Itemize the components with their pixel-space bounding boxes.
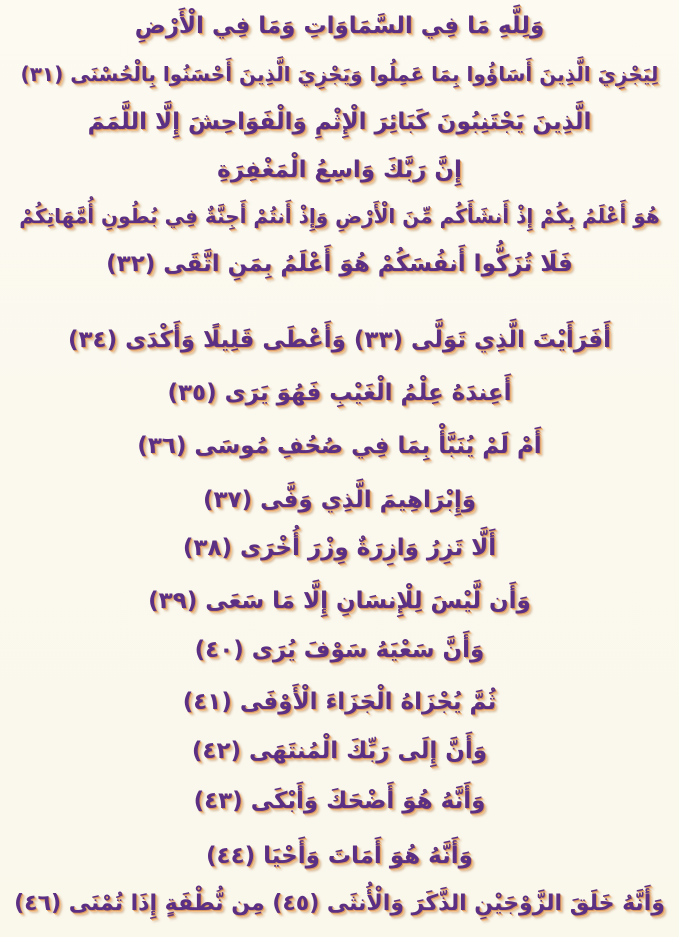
verse-line-6: فَلَا تُزَكُّوا أَنفُسَكُمْ هُوَ أَعْلَمُ بِمَنِ اتَّقَى (٣٢)	[106, 251, 573, 277]
verse-line-5: هُوَ أَعْلَمُ بِكُمْ إِذْ أَنشَأَكُم مِّنَ الْأَرْضِ وَإِذْ أَنتُمْ أَجِنَّةٌ فِي بُطُونِ أُمَّهَاتِكُمْ	[19, 204, 660, 228]
verse-line-9: أَمْ لَمْ يُنَبَّأْ بِمَا فِي صُحُفِ مُوسَى (٣٦)	[137, 433, 542, 459]
verse-line-15: وَأَنَّ إِلَى رَبِّكَ الْمُنتَهَى (٤٢)	[191, 738, 488, 764]
verse-line-2: لِيَجْزِيَ الَّذِينَ أَسَاؤُوا بِمَا عَمِلُوا وَيَجْزِيَ الَّذِينَ أَحْسَنُوا بِالْحُسْنَى (٣١)	[20, 62, 659, 86]
verse-line-8: أَعِندَهُ عِلْمُ الْغَيْبِ فَهُوَ يَرَى (٣٥)	[167, 380, 512, 406]
verse-line-17: وَأَنَّهُ هُوَ أَمَاتَ وَأَحْيَا (٤٤)	[206, 843, 473, 869]
verse-line-14: ثُمَّ يُجْزَاهُ الْجَزَاءَ الْأَوْفَى (٤١)	[182, 689, 497, 715]
verse-line-18: وَأَنَّهُ خَلَقَ الزَّوْجَيْنِ الذَّكَرَ وَالْأُنثَى (٤٥) مِن نُّطْفَةٍ إِذَا تُمْنَى (٤٦)	[14, 891, 665, 916]
verse-line-3: الَّذِينَ يَجْتَنِبُونَ كَبَائِرَ الْإِثْمِ وَالْفَوَاحِشَ إِلَّا اللَّمَمَ	[87, 109, 592, 135]
verse-line-4: إِنَّ رَبَّكَ وَاسِعُ الْمَغْفِرَةِ	[217, 157, 462, 183]
verse-line-16: وَأَنَّهُ هُوَ أَضْحَكَ وَأَبْكَى (٤٣)	[193, 788, 486, 814]
verse-line-11: أَلَّا تَزِرُ وَازِرَةٌ وِزْرَ أُخْرَى (٣٨)	[182, 535, 497, 561]
verse-line-10: وَإِبْرَاهِيمَ الَّذِي وَفَّى (٣٧)	[202, 487, 477, 513]
verse-line-7: أَفَرَأَيْتَ الَّذِي تَوَلَّى (٣٣) وَأَعْطَى قَلِيلًا وَأَكْدَى (٣٤)	[67, 327, 611, 353]
verse-line-13: وَأَنَّ سَعْيَهُ سَوْفَ يُرَى (٤٠)	[194, 637, 485, 663]
verse-line-1: وَلِلَّهِ مَا فِي السَّمَاوَاتِ وَمَا فِي الْأَرْضِ	[134, 13, 545, 39]
verse-line-12: وَأَن لَّيْسَ لِلْإِنسَانِ إِلَّا مَا سَعَى (٣٩)	[148, 588, 531, 614]
